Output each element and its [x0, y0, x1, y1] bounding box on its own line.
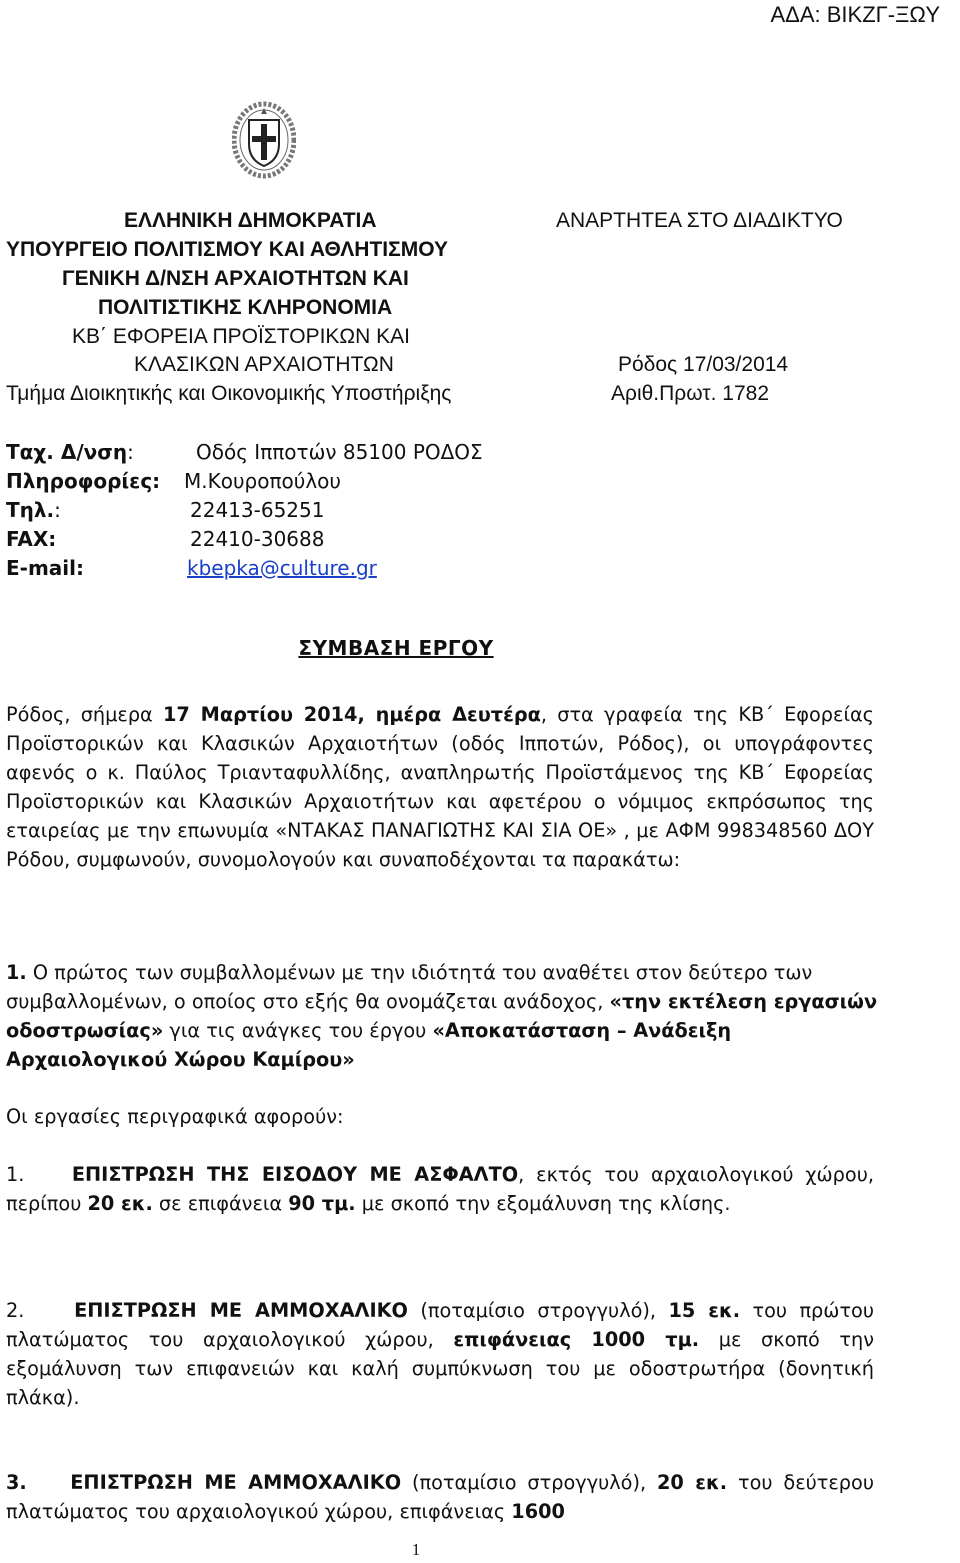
- item-1-number: 1.: [6, 1163, 25, 1186]
- tel-label: Τηλ.: [6, 498, 55, 522]
- item-2-title: ΕΠΙΣΤΡΩΣΗ ΜΕ ΑΜΜΟΧΑΛΙΚΟ: [74, 1299, 408, 1322]
- intro-text-2: , στα γραφεία της ΚΒ΄ Εφορείας Προϊστορικών και Κλασικών Αρχαιοτήτων (οδός Ιπποτών, Ρόδος), οι υπογράφοντες αφενός ο κ. Παύλος Τριανταφυλλίδης, αναπληρωτής Προϊστάμενος της ΚΒ΄ Εφορείας Προϊστορικών και Κλασικών Αρχαιοτήτων και αφετέρου ο νόμιμος εκπρόσωπος της εταιρείας με την επωνυμία «ΝΤΑΚΑΣ ΠΑΝΑΓΙΩΤΗΣ ΚΑΙ ΣΙΑ ΟΕ» , με ΑΦΜ 998348560 ΔΟΥ Ρόδου, συμφωνούν, συνομολογούν και συναποδέχονται τα παρακάτω:: [6, 703, 874, 871]
- address-value: Οδός Ιπποτών 85100 ΡΟΔΟΣ: [196, 440, 483, 464]
- item-3-number: 3.: [6, 1471, 27, 1494]
- header-republic: ΕΛΛΗΝΙΚΗ ΔΗΜΟΚΡΑΤΙΑ: [124, 209, 377, 232]
- info-value: Μ.Κουροπούλου: [184, 469, 341, 493]
- intro-date-bold: 17 Μαρτίου 2014, ημέρα Δευτέρα: [163, 703, 541, 726]
- item-2-area: επιφάνειας 1000 τμ.: [453, 1328, 700, 1351]
- item-1-text-3: με σκοπό την εξομάλυνση της κλίσης.: [355, 1192, 731, 1215]
- item-1-text-2: σε επιφάνεια: [152, 1192, 289, 1215]
- item-2-text-3: με σκοπό την εξομάλυνση των επιφανειών και καλή συμπύκνωση του με οδοστρωτήρα (δονητική πλάκα).: [6, 1328, 874, 1409]
- header-heritage: ΠΟΛΙΤΙΣΤΙΚΗΣ ΚΛΗΡΟΝΟΜΙΑ: [98, 296, 393, 319]
- email-link[interactable]: kbepka@culture.gr: [187, 556, 377, 580]
- header-general-directorate: ΓΕΝΙΚΗ Δ/ΝΣΗ ΑΡΧΑΙΟΤΗΤΩΝ ΚΑΙ: [62, 267, 409, 290]
- greek-coat-of-arms-emblem: [232, 100, 296, 180]
- clause-1-number: 1.: [6, 961, 27, 984]
- item-3-thickness: 20 εκ.: [657, 1471, 728, 1494]
- item-1-title: ΕΠΙΣΤΡΩΣΗ ΤΗΣ ΕΙΣΟΔΟΥ ΜΕ ΑΣΦΑΛΤΟ: [71, 1163, 519, 1186]
- ada-code: ΑΔΑ: ΒΙΚΖΓ-ΞΩΥ: [770, 2, 940, 27]
- item-2-number: 2.: [6, 1299, 25, 1322]
- header-ministry: ΥΠΟΥΡΓΕΙΟ ΠΟΛΙΤΙΣΜΟΥ ΚΑΙ ΑΘΛΗΤΙΣΜΟΥ: [6, 238, 448, 261]
- item-2-text-1: (ποταμίσιο στρογγυλό),: [407, 1299, 669, 1322]
- protocol-number: Αριθ.Πρωτ. 1782: [611, 382, 770, 405]
- item-2-text-2: του πρώτου πλατώματος του αρχαιολογικού χώρου,: [6, 1299, 874, 1351]
- email-label: E-mail:: [6, 556, 85, 580]
- document-title: ΣΥΜΒΑΣΗ ΕΡΓΟΥ: [298, 636, 494, 660]
- info-label: Πληροφορίες:: [6, 469, 161, 493]
- page-number: 1: [411, 1540, 421, 1559]
- address-label: Ταχ. Δ/νση: [6, 440, 128, 464]
- header-ephorate: ΚΒ΄ ΕΦΟΡΕΙΑ ΠΡΟΪΣΤΟΡΙΚΩΝ ΚΑΙ: [72, 325, 410, 348]
- clause-1-text-1: Ο πρώτος των συμβαλλομένων με την ιδιότητά του αναθέτει στον δεύτερο των συμβαλλομένων, ο οποίος στο εξής θα ονομάζεται ανάδοχος,: [6, 961, 813, 1013]
- clause-1-work-bold: «την εκτέλεση εργασιών οδοστρωσίας»: [6, 990, 878, 1042]
- work-item-1: [6, 1160, 874, 1218]
- address-colon: :: [127, 440, 134, 464]
- item-1-area: 90 τμ.: [288, 1192, 356, 1215]
- item-3-area: 1600: [511, 1500, 565, 1523]
- place-date: Ρόδος 17/03/2014: [618, 353, 789, 376]
- header-department: Τμήμα Διοικητικής και Οικονομικής Υποστήριξης: [6, 382, 452, 405]
- item-3-text-2: του δεύτερου πλατώματος του αρχαιολογικού χώρου, επιφάνειας: [6, 1471, 874, 1523]
- item-2-thickness: 15 εκ.: [668, 1299, 741, 1322]
- item-3-title: ΕΠΙΣΤΡΩΣΗ ΜΕ ΑΜΜΟΧΑΛΙΚΟ: [70, 1471, 402, 1494]
- clause-1-project-bold: «Αποκατάσταση – Ανάδειξη Αρχαιολογικού Χώρου Καμίρου»: [6, 1019, 732, 1071]
- item-3-text-1: (ποταμίσιο στρογγυλό),: [401, 1471, 658, 1494]
- contact-address: [6, 440, 134, 464]
- intro-text-1: Ρόδος, σήμερα: [6, 703, 164, 726]
- work-item-2: [6, 1296, 874, 1412]
- contact-tel: [6, 498, 61, 522]
- clause-1-text-2: για τις ανάγκες του έργου: [163, 1019, 433, 1042]
- fax-label: FAX:: [6, 527, 57, 551]
- intro-paragraph: [6, 700, 874, 874]
- works-intro: Οι εργασίες περιγραφικά αφορούν:: [6, 1105, 344, 1128]
- work-item-3: [6, 1468, 874, 1526]
- item-1-thickness: 20 εκ.: [87, 1192, 153, 1215]
- publish-online-note: ΑΝΑΡΤΗΤΕΑ ΣΤΟ ΔΙΑΔΙΚΤΥΟ: [556, 209, 843, 232]
- header-antiquities: ΚΛΑΣΙΚΩΝ ΑΡΧΑΙΟΤΗΤΩΝ: [134, 353, 394, 376]
- tel-value: 22413-65251: [190, 498, 325, 522]
- item-1-text-1: , εκτός του αρχαιολογικού χώρου, περίπου: [6, 1163, 874, 1215]
- clause-1: [6, 958, 886, 1074]
- tel-colon: :: [54, 498, 61, 522]
- fax-value: 22410-30688: [190, 527, 325, 551]
